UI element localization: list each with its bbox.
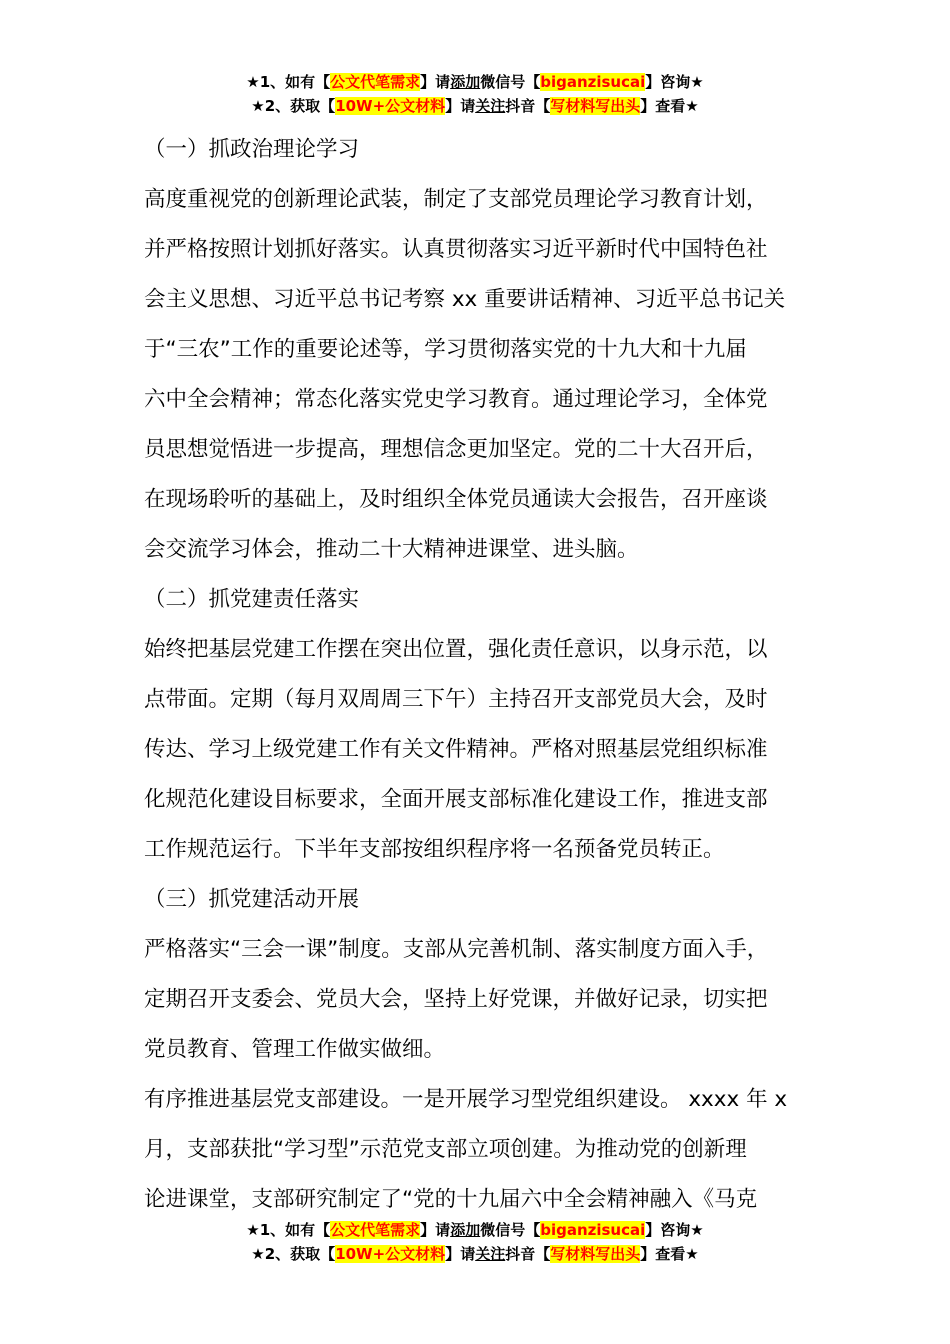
highlight-service: 公文代笔需求 xyxy=(330,73,421,91)
highlight-douyin: 写材料写出头 xyxy=(550,1245,641,1263)
section-heading: （三）抓党建活动开展 xyxy=(144,887,360,912)
paragraph-line: 并严格按照计划抓好落实。认真贯彻落实习近平新时代中国特色社 xyxy=(144,237,768,262)
section-1 xyxy=(144,125,834,575)
paragraph-line: 于“三农”工作的重要论述等，学习贯彻落实党的十九大和十九届 xyxy=(144,337,747,362)
paragraph-line: 六中全会精神；常态化落实党史学习教育。通过理论学习，全体党 xyxy=(144,387,768,412)
section-3 xyxy=(144,875,834,1225)
banner-line-2: ★2、获取【10W+公文材料】请关注抖音【写材料写出头】查看★ xyxy=(251,1245,699,1263)
paragraph-line: 化规范化建设目标要求，全面开展支部标准化建设工作，推进支部 xyxy=(144,787,768,812)
section-2 xyxy=(144,575,834,875)
paragraph-line: 定期召开支委会、党员大会，坚持上好党课，并做好记录，切实把 xyxy=(144,987,768,1012)
paragraph-line: 论进课堂，支部研究制定了“党的十九届六中全会精神融入《马克 xyxy=(144,1187,758,1212)
paragraph-line: 严格落实“三会一课”制度。支部从完善机制、落实制度方面入手， xyxy=(144,937,769,962)
highlight-wechat-id: biganzisucai xyxy=(540,1221,646,1239)
paragraph-line: 有序推进基层党支部建设。一是开展学习型党组织建设。 xxxx 年 x xyxy=(144,1087,788,1112)
banner-line-2: ★2、获取【10W+公文材料】请关注抖音【写材料写出头】查看★ xyxy=(251,97,699,115)
highlight-service: 公文代笔需求 xyxy=(330,1221,421,1239)
highlight-materials: 10W+公文材料 xyxy=(335,1245,446,1263)
paragraph-line: 高度重视党的创新理论武装，制定了支部党员理论学习教育计划， xyxy=(144,187,768,212)
paragraph-line: 传达、学习上级党建工作有关文件精神。严格对照基层党组织标准 xyxy=(144,737,768,762)
banner-line-1: ★1、如有【公文代笔需求】请添加微信号【biganzisucai】咨询★ xyxy=(246,73,704,91)
paragraph-line: 在现场聆听的基础上，及时组织全体党员通读大会报告，召开座谈 xyxy=(144,487,768,512)
section-heading: （二）抓党建责任落实 xyxy=(144,587,360,612)
section-heading: （一）抓政治理论学习 xyxy=(144,137,360,162)
paragraph-line: 工作规范运行。下半年支部按组织程序将一名预备党员转正。 xyxy=(144,837,725,862)
paragraph-line: 点带面。定期（每月双周周三下午）主持召开支部党员大会，及时 xyxy=(144,687,768,712)
paragraph-line: 始终把基层党建工作摆在突出位置，强化责任意识，以身示范，以 xyxy=(144,637,768,662)
paragraph-line: 员思想觉悟进一步提高，理想信念更加坚定。党的二十大召开后， xyxy=(144,437,768,462)
paragraph-line: 党员教育、管理工作做实做细。 xyxy=(144,1037,446,1062)
header-banner xyxy=(0,70,950,118)
highlight-materials: 10W+公文材料 xyxy=(335,97,446,115)
highlight-douyin: 写材料写出头 xyxy=(550,97,641,115)
paragraph-line: 会主义思想、习近平总书记考察 xx 重要讲话精神、习近平总书记关 xyxy=(144,287,786,312)
highlight-wechat-id: biganzisucai xyxy=(540,73,646,91)
paragraph-line: 会交流学习体会，推动二十大精神进课堂、进头脑。 xyxy=(144,537,639,562)
document-body xyxy=(144,125,834,1225)
paragraph-line: 月，支部获批“学习型”示范党支部立项创建。为推动党的创新理 xyxy=(144,1137,747,1162)
banner-line-1: ★1、如有【公文代笔需求】请添加微信号【biganzisucai】咨询★ xyxy=(246,1221,704,1239)
footer-banner xyxy=(0,1218,950,1266)
